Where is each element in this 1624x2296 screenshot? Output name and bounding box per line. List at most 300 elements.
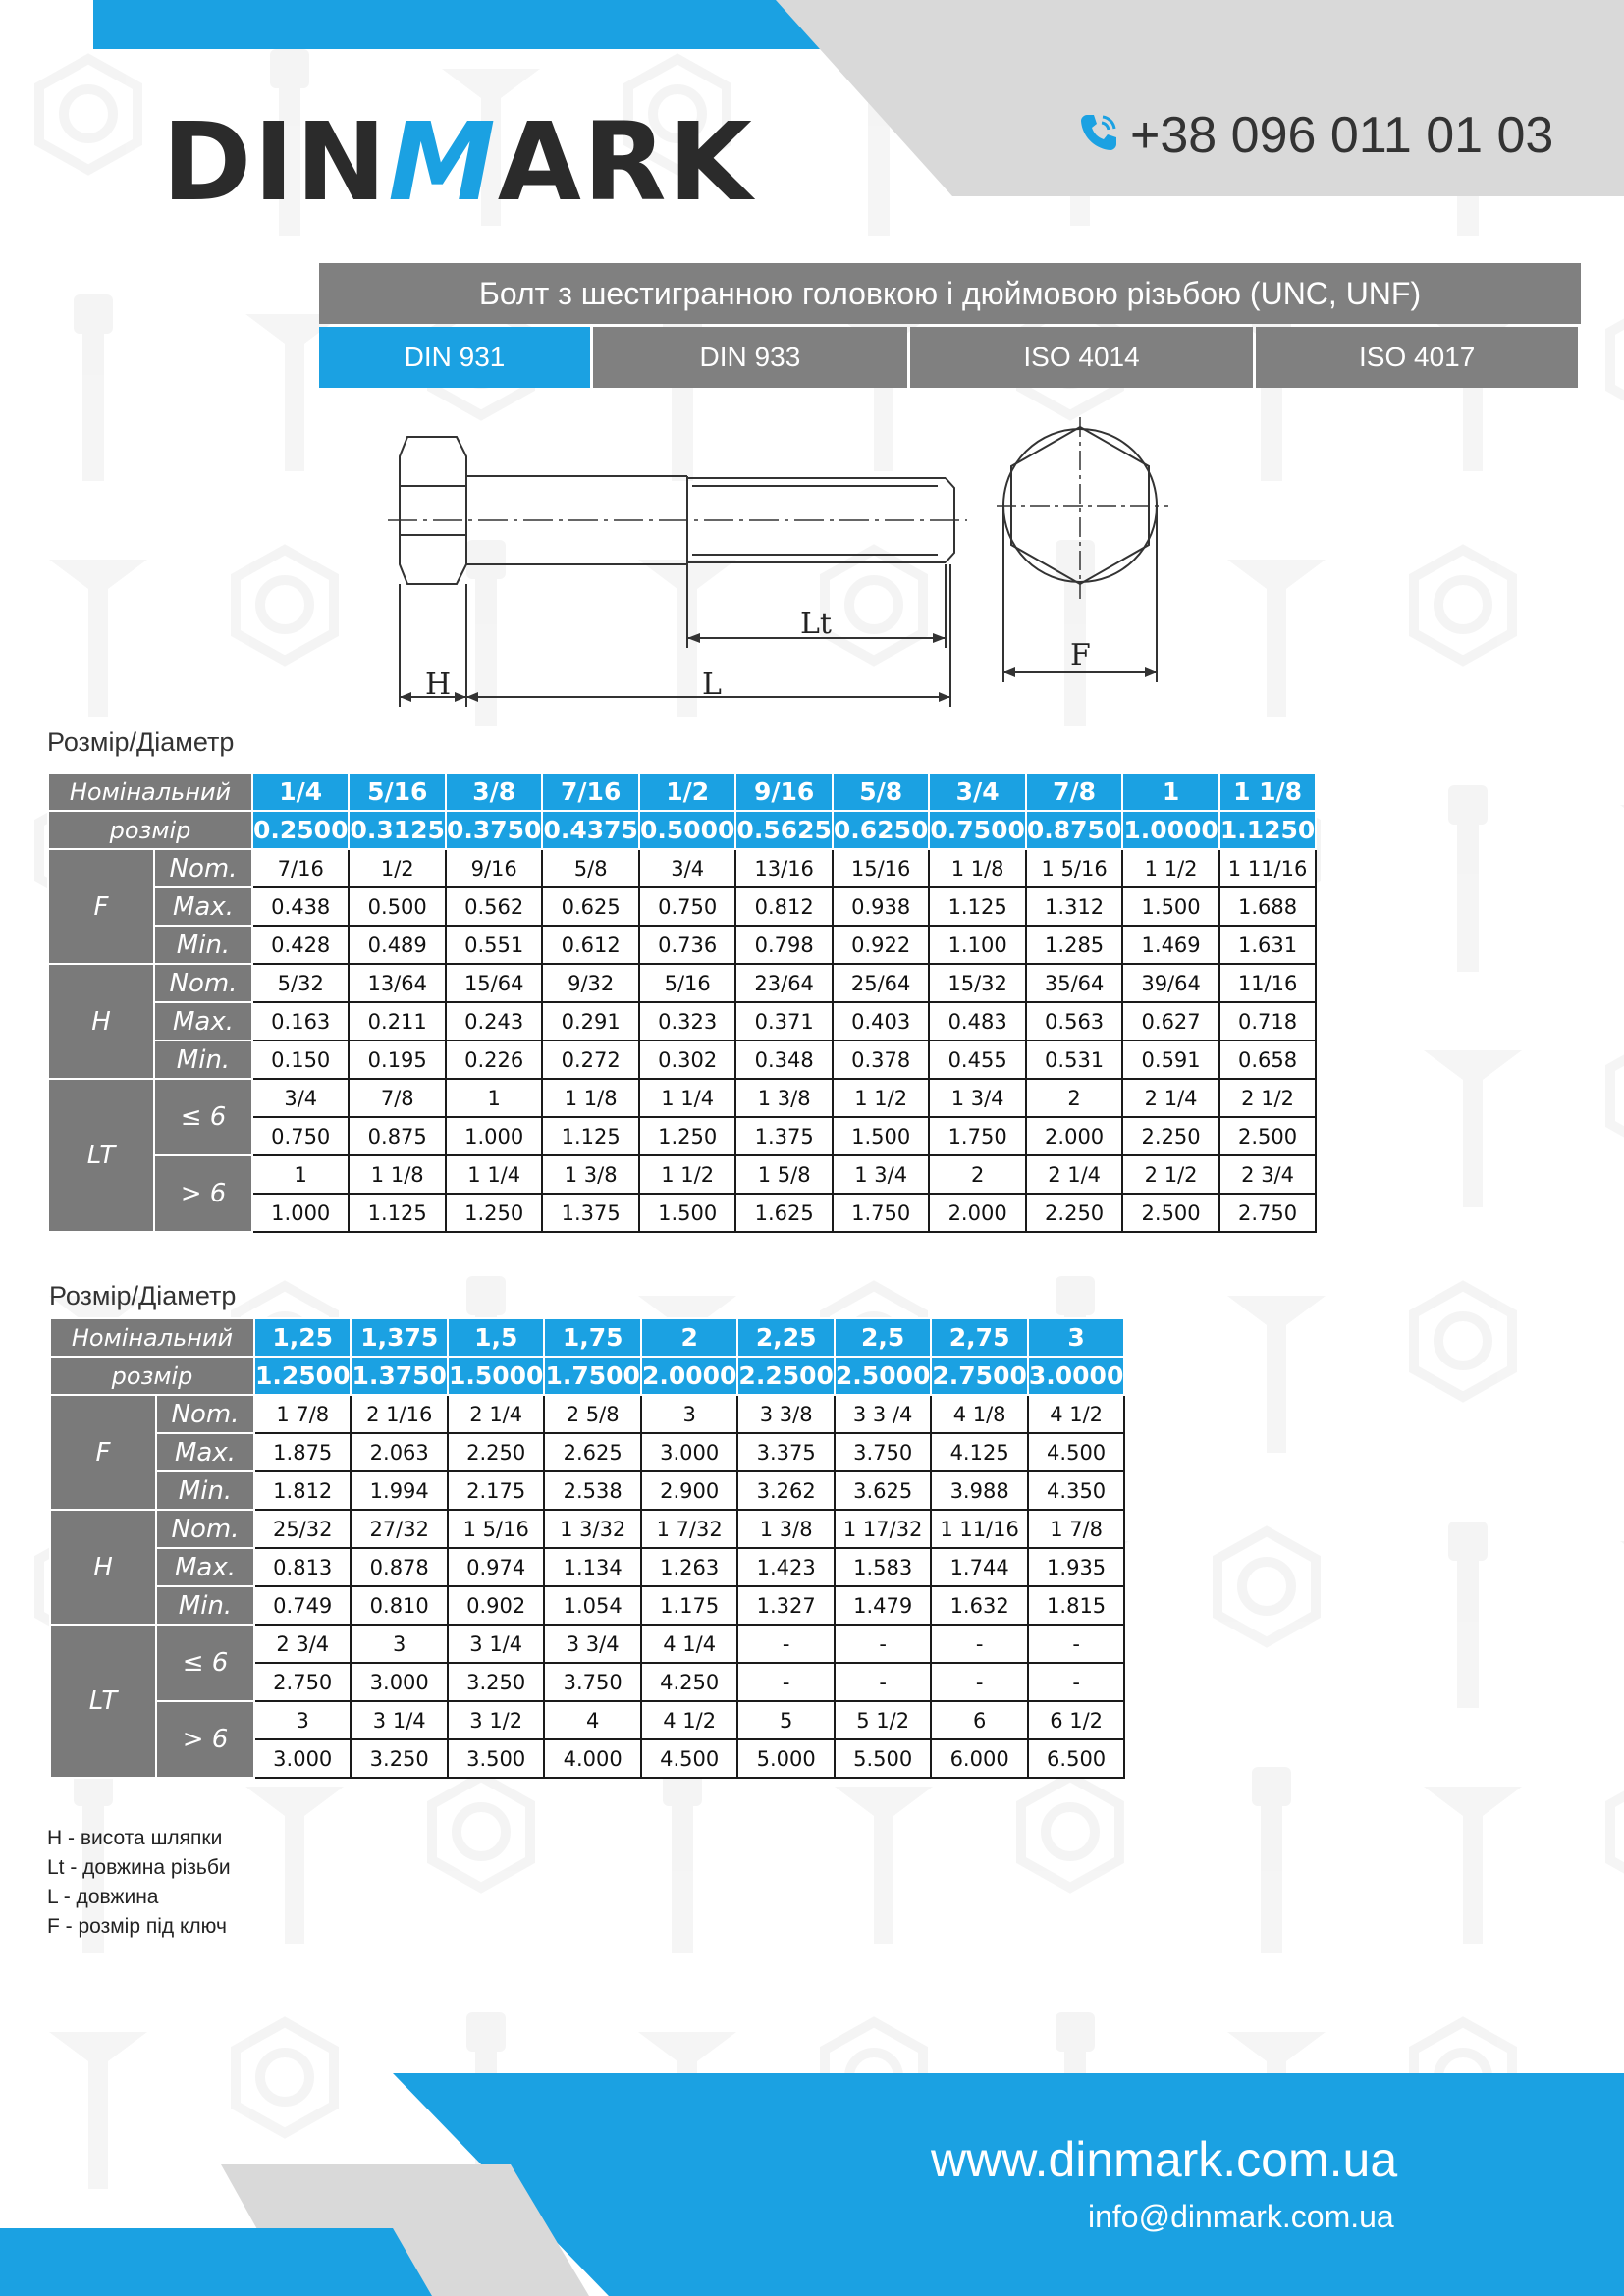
legend-item-f: F - розмір під ключ (47, 1915, 227, 1938)
table-cell: 0.489 (349, 926, 445, 964)
size-header: 2,25 (737, 1318, 834, 1357)
table-cell: 0.750 (639, 887, 735, 926)
table-cell: 3 1/4 (351, 1701, 447, 1739)
size-decimal-header: 0.2500 (252, 811, 349, 849)
table-cell: 3.988 (931, 1471, 1027, 1510)
size-decimal-header: 1.1250 (1219, 811, 1316, 849)
table-cell: 4.500 (1028, 1433, 1124, 1471)
website-link[interactable]: www.dinmark.com.ua (931, 2132, 1398, 2187)
tab-din-931[interactable]: DIN 931 (319, 327, 590, 388)
row-label: Min. (156, 1471, 254, 1510)
table-cell: 3 1/2 (448, 1701, 544, 1739)
table-cell: 2 1/2 (1219, 1079, 1316, 1117)
table-cell: 1.327 (737, 1586, 834, 1625)
size-header: 1,375 (351, 1318, 447, 1357)
table-row (48, 1041, 1316, 1079)
table-cell: 3 (254, 1701, 351, 1739)
table-cell: 13/64 (349, 964, 445, 1002)
size-decimal-header: 1.5000 (448, 1357, 544, 1395)
label-L: L (702, 667, 722, 702)
table-cell: 0.612 (542, 926, 638, 964)
bottom-left-blue-stripe (0, 2228, 432, 2296)
size-header: 3/4 (929, 773, 1025, 811)
table-cell: 0.591 (1122, 1041, 1218, 1079)
table-cell: 1 1/4 (446, 1155, 542, 1194)
table-row (48, 887, 1316, 926)
table-cell: 0.736 (639, 926, 735, 964)
table-cell: 9/32 (542, 964, 638, 1002)
table-row (48, 926, 1316, 964)
table-cell: 1 (446, 1079, 542, 1117)
email-link[interactable]: info@dinmark.com.ua (1088, 2199, 1394, 2234)
table-cell: 1 3/8 (542, 1155, 638, 1194)
row-label: Min. (154, 1041, 252, 1079)
table-cell: 0.902 (448, 1586, 544, 1625)
size-decimal-header: 0.5625 (735, 811, 832, 849)
size-header: 1,75 (544, 1318, 640, 1357)
nominal-size-label-2: розмір (48, 811, 252, 849)
table-cell: 5/32 (252, 964, 349, 1002)
table-cell: 27/32 (351, 1510, 447, 1548)
spec-table-1 (47, 772, 1317, 1233)
table-cell: 0.500 (349, 887, 445, 926)
table-cell: 6.000 (931, 1739, 1027, 1778)
table-cell: 0.195 (349, 1041, 445, 1079)
table-cell: 2.625 (544, 1433, 640, 1471)
table-cell: 2.900 (641, 1471, 737, 1510)
table-cell: 2 3/4 (1219, 1155, 1316, 1194)
legend-item-l: L - довжина (47, 1886, 159, 1908)
table-cell: 2.250 (448, 1433, 544, 1471)
table-cell: - (1028, 1625, 1124, 1663)
table-cell: 1.175 (641, 1586, 737, 1625)
table-cell: 25/32 (254, 1510, 351, 1548)
size-header: 3/8 (446, 773, 542, 811)
table-cell: 0.226 (446, 1041, 542, 1079)
table-cell: 0.625 (542, 887, 638, 926)
table-cell: - (931, 1625, 1027, 1663)
nominal-size-label: Номінальний (48, 773, 252, 811)
table-cell: 1.744 (931, 1548, 1027, 1586)
table-cell: 0.749 (254, 1586, 351, 1625)
table-cell: 3/4 (639, 849, 735, 887)
table-cell: 4 1/2 (1028, 1395, 1124, 1433)
group-label-h: H (50, 1510, 156, 1625)
table-cell: - (835, 1663, 931, 1701)
table-cell: 0.291 (542, 1002, 638, 1041)
table-cell: 2.750 (1219, 1194, 1316, 1232)
size-header: 1,25 (254, 1318, 351, 1357)
table-cell: 1 5/16 (1026, 849, 1122, 887)
table-cell: 1.250 (639, 1117, 735, 1155)
table-cell: 1.625 (735, 1194, 832, 1232)
table-cell: 2 5/8 (544, 1395, 640, 1433)
table-cell: 1 1/8 (542, 1079, 638, 1117)
size-decimal-header: 1.3750 (351, 1357, 447, 1395)
table-cell: 2.250 (1026, 1194, 1122, 1232)
size-decimal-header: 1.2500 (254, 1357, 351, 1395)
label-F: F (1070, 638, 1091, 672)
table-cell: 0.658 (1219, 1041, 1316, 1079)
legend-item-h: H - висота шляпки (47, 1827, 223, 1849)
lt-condition-label: > 6 (156, 1701, 254, 1778)
table-cell: 2.063 (351, 1433, 447, 1471)
table-cell: 39/64 (1122, 964, 1218, 1002)
table-cell: 0.551 (446, 926, 542, 964)
row-label: Min. (156, 1586, 254, 1625)
table-cell: 3 1/4 (448, 1625, 544, 1663)
table-cell: 2.538 (544, 1471, 640, 1510)
size-header: 2,5 (835, 1318, 931, 1357)
size-header: 5/8 (833, 773, 929, 811)
table-cell: 3.500 (448, 1739, 544, 1778)
table-cell: 1.500 (1122, 887, 1218, 926)
table-cell: 1.875 (254, 1433, 351, 1471)
table-row (48, 1079, 1316, 1117)
table-row (50, 1395, 1124, 1433)
phone-icon (1075, 109, 1122, 169)
table-cell: 1 3/4 (833, 1155, 929, 1194)
size-decimal-header: 0.3125 (349, 811, 445, 849)
row-label: Max. (154, 887, 252, 926)
table-cell: 0.531 (1026, 1041, 1122, 1079)
group-label-f: F (48, 849, 154, 964)
group-label-lt: LT (50, 1625, 156, 1778)
table-cell: 0.483 (929, 1002, 1025, 1041)
size-decimal-header: 0.7500 (929, 811, 1025, 849)
section-label-2: Розмір/Діаметр (49, 1281, 237, 1310)
table-cell: 0.812 (735, 887, 832, 926)
table-cell: 1.812 (254, 1471, 351, 1510)
table-cell: 1.000 (446, 1117, 542, 1155)
table-cell: 3 (641, 1395, 737, 1433)
table-cell: 2 1/4 (1026, 1155, 1122, 1194)
row-label: Nom. (154, 964, 252, 1002)
size-decimal-header: 0.5000 (639, 811, 735, 849)
table-cell: 3 3/8 (737, 1395, 834, 1433)
table-cell: 0.243 (446, 1002, 542, 1041)
table-cell: 15/16 (833, 849, 929, 887)
table-cell: 0.938 (833, 887, 929, 926)
table-cell: 2 (929, 1155, 1025, 1194)
table-cell: 1 1/4 (639, 1079, 735, 1117)
table-cell: 1 7/32 (641, 1510, 737, 1548)
table-cell: 6 1/2 (1028, 1701, 1124, 1739)
size-decimal-header: 1.0000 (1122, 811, 1218, 849)
table-cell: 0.378 (833, 1041, 929, 1079)
table-cell: 2.000 (1026, 1117, 1122, 1155)
table-cell: 0.922 (833, 926, 929, 964)
label-H: H (425, 667, 452, 702)
table-cell: 0.813 (254, 1548, 351, 1586)
table-cell: 3.250 (351, 1739, 447, 1778)
table-cell: 3 3/4 (544, 1625, 640, 1663)
table-cell: 0.323 (639, 1002, 735, 1041)
section-label-1: Розмір/Діаметр (47, 727, 235, 757)
table-cell: 2 1/4 (448, 1395, 544, 1433)
row-label: Nom. (154, 849, 252, 887)
table-cell: 1 17/32 (835, 1510, 931, 1548)
table-cell: 3.000 (254, 1739, 351, 1778)
table-cell: 1.632 (931, 1586, 1027, 1625)
table-cell: - (835, 1625, 931, 1663)
table-cell: 3.625 (835, 1471, 931, 1510)
table-cell: 0.974 (448, 1548, 544, 1586)
table-cell: 35/64 (1026, 964, 1122, 1002)
table-cell: 9/16 (446, 849, 542, 887)
table-cell: 1 5/8 (735, 1155, 832, 1194)
group-label-f: F (50, 1395, 156, 1510)
lt-condition-label: ≤ 6 (154, 1079, 252, 1155)
table-cell: 1.100 (929, 926, 1025, 964)
table-cell: 5/16 (639, 964, 735, 1002)
size-header: 5/16 (349, 773, 445, 811)
table-cell: 1.375 (735, 1117, 832, 1155)
table-cell: 2 (1026, 1079, 1122, 1117)
table-cell: 0.562 (446, 887, 542, 926)
table-cell: 1 1/8 (349, 1155, 445, 1194)
table-cell: 3 3 /4 (835, 1395, 931, 1433)
table-cell: 6 (931, 1701, 1027, 1739)
table-cell: 1 7/8 (254, 1395, 351, 1433)
table-row (50, 1548, 1124, 1586)
table-cell: 3/4 (252, 1079, 349, 1117)
table-cell: 1.750 (833, 1194, 929, 1232)
table-cell: 4.125 (931, 1433, 1027, 1471)
table-row (48, 1002, 1316, 1041)
phone-number: +38 096 011 01 03 (1130, 107, 1554, 164)
table-row (50, 1433, 1124, 1471)
spec-table-2 (49, 1317, 1125, 1779)
table-cell: 1.469 (1122, 926, 1218, 964)
size-header: 1/4 (252, 773, 349, 811)
table-cell: 0.272 (542, 1041, 638, 1079)
table-cell: 7/8 (349, 1079, 445, 1117)
table-row (50, 1586, 1124, 1625)
tab-iso-4014[interactable]: ISO 4014 (910, 327, 1254, 388)
table-cell: 2 3/4 (254, 1625, 351, 1663)
table-cell: 1.750 (929, 1117, 1025, 1155)
table-cell: 11/16 (1219, 964, 1316, 1002)
size-decimal-header: 0.6250 (833, 811, 929, 849)
table-cell: - (1028, 1663, 1124, 1701)
table-cell: 1.000 (252, 1194, 349, 1232)
size-decimal-header: 0.3750 (446, 811, 542, 849)
table-row (50, 1471, 1124, 1510)
brand-logo[interactable] (162, 99, 754, 225)
table-cell: 1 3/4 (929, 1079, 1025, 1117)
table-cell: 4.500 (641, 1739, 737, 1778)
table-cell: 3.250 (448, 1663, 544, 1701)
table-cell: 0.438 (252, 887, 349, 926)
logo-accent: M (388, 99, 498, 225)
table-cell: 1.125 (929, 887, 1025, 926)
table-cell: 2.175 (448, 1471, 544, 1510)
table-cell: 5.500 (835, 1739, 931, 1778)
table-cell: 1.631 (1219, 926, 1316, 964)
nominal-size-label: Номінальний (50, 1318, 254, 1357)
table-cell: 0.163 (252, 1002, 349, 1041)
table-cell: 0.150 (252, 1041, 349, 1079)
size-decimal-header: 2.5000 (835, 1357, 931, 1395)
table-cell: 6.500 (1028, 1739, 1124, 1778)
table-cell: 5 1/2 (835, 1701, 931, 1739)
table-row (50, 1625, 1124, 1663)
table-cell: 1.263 (641, 1548, 737, 1586)
table-cell: 25/64 (833, 964, 929, 1002)
size-decimal-header: 2.0000 (641, 1357, 737, 1395)
table-cell: 1 5/16 (448, 1510, 544, 1548)
table-cell: 1/2 (349, 849, 445, 887)
table-cell: 1.125 (542, 1117, 638, 1155)
table-cell: 23/64 (735, 964, 832, 1002)
table-cell: 0.211 (349, 1002, 445, 1041)
table-cell: 1 3/32 (544, 1510, 640, 1548)
size-header: 2 (641, 1318, 737, 1357)
table-row (50, 1510, 1124, 1548)
size-header: 2,75 (931, 1318, 1027, 1357)
size-header: 1 (1122, 773, 1218, 811)
row-label: Max. (156, 1548, 254, 1586)
table-row (48, 964, 1316, 1002)
table-cell: 1.935 (1028, 1548, 1124, 1586)
table-cell: 2.500 (1219, 1117, 1316, 1155)
legend-item-lt: Lt - довжина різьби (47, 1856, 231, 1879)
row-label: Min. (154, 926, 252, 964)
logo-prefix: DIN (162, 99, 389, 225)
table-cell: 2.250 (1122, 1117, 1218, 1155)
table-cell: 0.403 (833, 1002, 929, 1041)
lt-condition-label: ≤ 6 (156, 1625, 254, 1701)
tab-iso-4017[interactable]: ISO 4017 (1256, 327, 1578, 388)
table-cell: 1.423 (737, 1548, 834, 1586)
size-header: 9/16 (735, 773, 832, 811)
size-decimal-header: 2.2500 (737, 1357, 834, 1395)
table-cell: - (931, 1663, 1027, 1701)
table-cell: 1 11/16 (931, 1510, 1027, 1548)
size-header: 1,5 (448, 1318, 544, 1357)
table-cell: - (737, 1625, 834, 1663)
row-label: Nom. (156, 1395, 254, 1433)
table-cell: 0.428 (252, 926, 349, 964)
table-cell: 3.375 (737, 1433, 834, 1471)
table-cell: 1 3/8 (737, 1510, 834, 1548)
table-cell: 0.798 (735, 926, 832, 964)
table-cell: 2.000 (929, 1194, 1025, 1232)
nominal-size-label-2: розмір (50, 1357, 254, 1395)
size-header: 1/2 (639, 773, 735, 811)
table-cell: 13/16 (735, 849, 832, 887)
table-cell: 1.500 (833, 1117, 929, 1155)
table-cell: 0.371 (735, 1002, 832, 1041)
table-cell: 3.750 (544, 1663, 640, 1701)
table-cell: 4 1/2 (641, 1701, 737, 1739)
table-cell: 1.054 (544, 1586, 640, 1625)
table-cell: 4.250 (641, 1663, 737, 1701)
table-cell: 0.302 (639, 1041, 735, 1079)
table-row (48, 849, 1316, 887)
table-cell: 4.350 (1028, 1471, 1124, 1510)
row-label: Nom. (156, 1510, 254, 1548)
table-cell: 1.688 (1219, 887, 1316, 926)
size-decimal-header: 0.8750 (1026, 811, 1122, 849)
table-cell: 1.312 (1026, 887, 1122, 926)
table-cell: 0.348 (735, 1041, 832, 1079)
table-cell: 1.815 (1028, 1586, 1124, 1625)
table-cell: 2 1/4 (1122, 1079, 1218, 1117)
size-decimal-header: 3.0000 (1028, 1357, 1124, 1395)
table-cell: 1 1/2 (833, 1079, 929, 1117)
table-cell: 3.000 (351, 1663, 447, 1701)
legend (47, 1824, 231, 1942)
table-cell: 1 7/8 (1028, 1510, 1124, 1548)
table-cell: 2.500 (1122, 1194, 1218, 1232)
table-cell: 1.583 (835, 1548, 931, 1586)
table-cell: 3 (351, 1625, 447, 1663)
table-cell: 0.718 (1219, 1002, 1316, 1041)
logo-suffix: ARK (497, 99, 754, 225)
tab-din-933[interactable]: DIN 933 (593, 327, 907, 388)
table-cell: 1 3/8 (735, 1079, 832, 1117)
table-row (50, 1701, 1124, 1739)
table-cell: 1 1/2 (639, 1155, 735, 1194)
table-cell: 2 1/2 (1122, 1155, 1218, 1194)
table-cell: 1 (252, 1155, 349, 1194)
table-cell: 1.125 (349, 1194, 445, 1232)
table-cell: 0.455 (929, 1041, 1025, 1079)
table-cell: 2.750 (254, 1663, 351, 1701)
bolt-drawing (388, 417, 1193, 731)
table-cell: 0.875 (349, 1117, 445, 1155)
size-decimal-header: 0.4375 (542, 811, 638, 849)
table-cell: 5 (737, 1701, 834, 1739)
table-cell: 1.285 (1026, 926, 1122, 964)
table-cell: 4.000 (544, 1739, 640, 1778)
table-cell: 0.810 (351, 1586, 447, 1625)
row-label: Max. (156, 1433, 254, 1471)
table-cell: 1 11/16 (1219, 849, 1316, 887)
table-cell: 15/32 (929, 964, 1025, 1002)
table-cell: 15/64 (446, 964, 542, 1002)
table-cell: 4 (544, 1701, 640, 1739)
size-decimal-header: 2.7500 (931, 1357, 1027, 1395)
table-cell: 1.375 (542, 1194, 638, 1232)
table-cell: 4 1/4 (641, 1625, 737, 1663)
table-cell: - (737, 1663, 834, 1701)
table-cell: 0.878 (351, 1548, 447, 1586)
row-label: Max. (154, 1002, 252, 1041)
table-cell: 1 1/8 (929, 849, 1025, 887)
table-cell: 0.750 (252, 1117, 349, 1155)
size-decimal-header: 1.7500 (544, 1357, 640, 1395)
table-cell: 0.563 (1026, 1002, 1122, 1041)
table-cell: 1.250 (446, 1194, 542, 1232)
table-cell: 7/16 (252, 849, 349, 887)
phone-contact[interactable] (1075, 106, 1553, 169)
table-cell: 1.994 (351, 1471, 447, 1510)
table-cell: 3.262 (737, 1471, 834, 1510)
table-cell: 1.500 (639, 1194, 735, 1232)
standards-tabs (319, 327, 1581, 388)
lt-condition-label: > 6 (154, 1155, 252, 1232)
table-cell: 1.479 (835, 1586, 931, 1625)
table-row (48, 1155, 1316, 1194)
table-cell: 0.627 (1122, 1002, 1218, 1041)
size-header: 7/16 (542, 773, 638, 811)
group-label-h: H (48, 964, 154, 1079)
page-title: Болт з шестигранною головкою і дюймовою різьбою (UNC, UNF) (319, 263, 1581, 324)
table-cell: 1.134 (544, 1548, 640, 1586)
